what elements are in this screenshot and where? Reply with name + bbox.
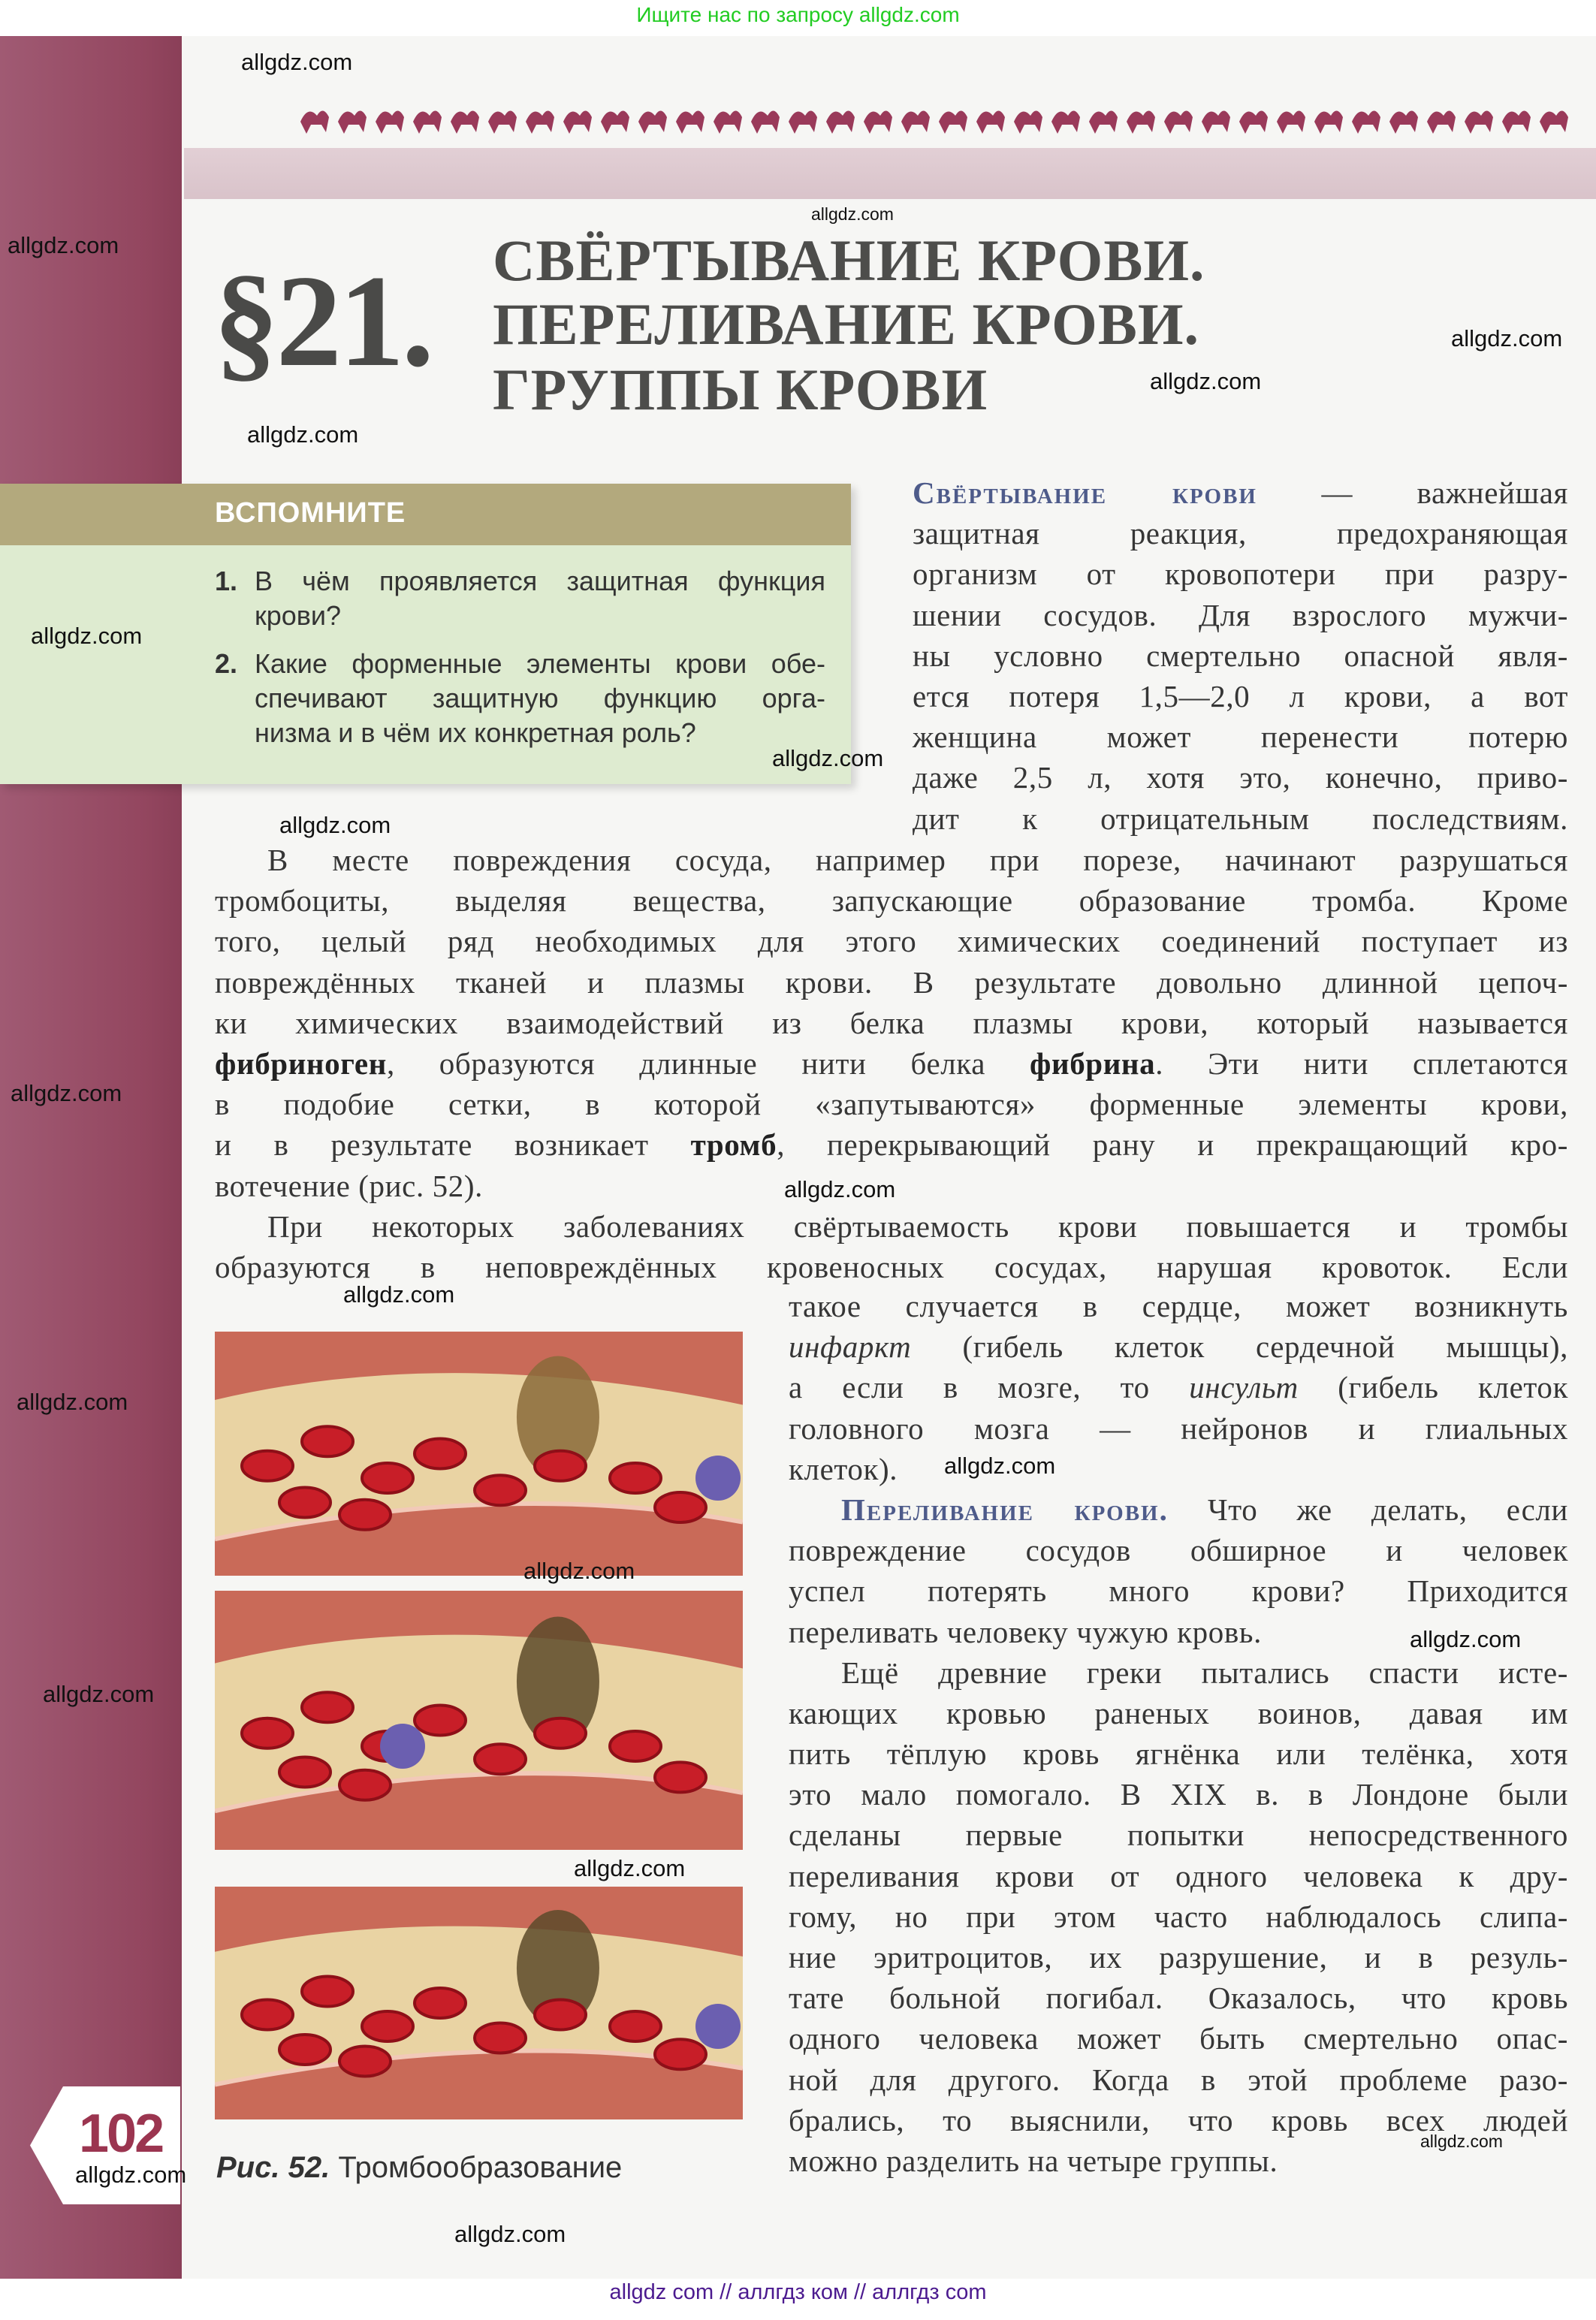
title-line-3: ГРУППЫ КРОВИ <box>493 357 988 422</box>
animal-silhouette-icon <box>488 110 517 134</box>
red-blood-cell <box>475 1744 526 1774</box>
animal-silhouette-icon <box>1465 110 1493 134</box>
red-blood-cell <box>535 1718 586 1748</box>
text-run: брались, то выяснили, что кровь всех людей <box>789 2102 1568 2137</box>
red-blood-cell <box>302 1977 353 2007</box>
text-line <box>789 1326 1568 1367</box>
question-line: крови? <box>255 600 342 631</box>
text-run: образуются в неповреждённых кровеносных сосудах, нарушая кровоток. Если <box>215 1249 1568 1284</box>
question-line: В чём проявляется защитная функция <box>255 566 825 596</box>
remember-header <box>0 484 851 545</box>
paragraph-number: §21. <box>213 248 432 394</box>
text-run: успел потерять много крови? Приходится <box>789 1573 1568 1609</box>
text-line <box>789 1774 1568 1815</box>
animal-silhouette-icon <box>751 110 780 134</box>
animal-silhouette-icon <box>1502 110 1531 134</box>
watermark: allgdz.com <box>75 2162 187 2188</box>
text-line <box>789 1286 1568 1326</box>
text-run: При некоторых заболеваниях свёртываемость крови повышается и тромбы <box>267 1208 1568 1244</box>
text-line <box>913 554 1568 594</box>
watermark: allgdz.com <box>8 232 119 258</box>
question-2-text <box>255 647 825 750</box>
text-line <box>789 1489 1568 1530</box>
watermark: allgdz.com <box>1451 325 1563 351</box>
intro-text <box>913 472 1568 839</box>
text-line <box>215 921 1568 961</box>
red-blood-cell <box>415 1439 466 1469</box>
section-subheading: Свёртывание крови <box>913 475 1257 510</box>
red-blood-cell <box>655 1762 706 1792</box>
watermark: allgdz.com <box>1150 368 1262 394</box>
text-run: одного человека может быть смертельно опас- <box>789 2021 1568 2056</box>
text-line <box>789 1530 1568 1570</box>
title-line-2: ПЕРЕЛИВАНИЕ КРОВИ. <box>493 291 1200 357</box>
figure-panel-2 <box>215 1591 743 1850</box>
question-line: спечивают защитную функцию орга- <box>255 683 825 713</box>
text-run: и в результате возникает <box>215 1127 691 1163</box>
text-line <box>789 1937 1568 1978</box>
text-line <box>215 1084 1568 1124</box>
animal-silhouette-icon <box>1239 110 1268 134</box>
text-line <box>215 962 1568 1003</box>
text-run: сделаны первые попытки непосредственного <box>789 1818 1568 1853</box>
watermark: allgdz.com <box>343 1281 455 1308</box>
figure-panel-1 <box>215 1332 743 1576</box>
red-blood-cell <box>279 1488 330 1518</box>
body-text <box>215 840 1568 1287</box>
question-1-text <box>255 564 825 633</box>
text-run: кающих кровью раненых воинов, давая им <box>789 1695 1568 1730</box>
figure-panel-3 <box>215 1887 743 2119</box>
text-run: переливания крови от одного человека к дру- <box>789 1858 1568 1893</box>
figure-caption <box>216 2151 622 2185</box>
term-italic: инфаркт <box>789 1329 912 1365</box>
red-blood-cell <box>535 1451 586 1481</box>
watermark: allgdz.com <box>17 1389 128 1415</box>
text-line <box>789 1449 1568 1489</box>
text-line <box>789 1693 1568 1733</box>
text-line <box>215 1003 1568 1043</box>
watermark: allgdz.com <box>523 1558 635 1584</box>
figure-caption-text: Тромбообразование <box>338 2151 623 2184</box>
text-line <box>913 717 1568 757</box>
animal-silhouette-icon <box>939 110 967 134</box>
text-line <box>215 1124 1568 1165</box>
animal-silhouette-icon <box>789 110 817 134</box>
text-line <box>789 1978 1568 2018</box>
red-blood-cell <box>339 2047 391 2077</box>
text-run: — важнейшая <box>1257 475 1568 510</box>
text-line <box>789 1408 1568 1449</box>
text-run: . Эти нити сплетаются <box>1155 1045 1568 1081</box>
term-italic: инсульт <box>1189 1370 1299 1405</box>
red-blood-cell <box>279 2035 330 2065</box>
text-run: шении сосудов. Для взрослого мужчи- <box>913 597 1568 632</box>
term-bold: тромб <box>690 1127 777 1163</box>
term-bold: фибрина <box>1030 1045 1156 1081</box>
animal-silhouette-icon <box>338 110 367 134</box>
question-number: 1. <box>215 566 238 596</box>
watermark: allgdz.com <box>944 1453 1056 1479</box>
text-line <box>789 1367 1568 1407</box>
animal-silhouette-icon <box>976 110 1005 134</box>
text-run: в подобие сетки, в которой «запутываются» форменные элементы крови, <box>215 1087 1568 1122</box>
text-run: тромбоциты, выделяя вещества, запускающие образование тромба. Кроме <box>215 883 1568 919</box>
animal-silhouette-icon <box>826 110 855 134</box>
text-run: это мало помогало. В XIX в. в Лондоне были <box>789 1777 1568 1812</box>
animal-silhouette-icon <box>376 110 404 134</box>
white-blood-cell <box>695 1456 741 1501</box>
watermark: allgdz.com <box>241 49 353 75</box>
header-band <box>184 148 1596 199</box>
text-line <box>215 840 1568 880</box>
watermark: allgdz.com <box>574 1855 686 1881</box>
page-number: 102 <box>79 2104 163 2164</box>
watermark: allgdz.com <box>1410 1626 1522 1652</box>
red-blood-cell <box>242 2000 293 2030</box>
red-blood-cell <box>362 1463 413 1493</box>
text-line <box>215 880 1568 921</box>
text-line <box>789 1652 1568 1693</box>
text-line <box>913 472 1568 513</box>
red-blood-cell <box>242 1451 293 1481</box>
text-run: ется потеря 1,5—2,0 л крови, а вот <box>913 678 1568 713</box>
animal-silhouette-icon <box>563 110 592 134</box>
text-line <box>913 757 1568 798</box>
animal-silhouette-icon <box>1540 110 1568 134</box>
text-line <box>789 1733 1568 1774</box>
red-blood-cell <box>302 1692 353 1722</box>
text-run: (гибель клеток <box>1298 1370 1568 1405</box>
text-run: , перекрывающий рану и прекращающий кро- <box>777 1127 1568 1163</box>
text-run: ной для другого. Когда в этой проблеме разо- <box>789 2062 1568 2097</box>
red-blood-cell <box>415 1988 466 2018</box>
question-line: Какие форменные элементы крови обе- <box>255 648 825 679</box>
watermark: allgdz.com <box>772 745 884 771</box>
text-run: Ещё древние греки пытались спасти исте- <box>841 1655 1568 1690</box>
red-blood-cell <box>610 1731 661 1761</box>
text-run: головного мозга — нейронов и глиальных <box>789 1410 1568 1446</box>
term-bold: фибриноген <box>215 1045 387 1081</box>
top-note: Ищите нас по запросу allgdz.com <box>636 3 960 26</box>
text-line <box>789 1815 1568 1855</box>
margin-strip <box>0 36 182 2279</box>
text-run: (гибель клеток сердечной мышцы), <box>911 1329 1568 1365</box>
animal-frieze-ornament <box>297 99 1581 135</box>
text-run: гому, но при этом часто наблюдалось слипа- <box>789 1899 1568 1934</box>
red-blood-cell <box>362 2011 413 2041</box>
text-run: вотечение (рис. 52). <box>215 1168 483 1203</box>
text-run: пить тёплую кровь ягнёнка или телёнка, хотя <box>789 1736 1568 1772</box>
watermark: allgdz.com <box>784 1176 896 1202</box>
animal-silhouette-icon <box>676 110 704 134</box>
red-blood-cell <box>610 2011 661 2041</box>
red-blood-cell <box>535 2000 586 2030</box>
animal-silhouette-icon <box>1089 110 1118 134</box>
text-line <box>789 1896 1568 1937</box>
text-run: повреждённых тканей и плазмы крови. В результате довольно длинной цепоч- <box>215 964 1568 1000</box>
white-blood-cell <box>380 1724 425 1769</box>
question-1 <box>215 564 237 599</box>
animal-silhouette-icon <box>300 110 329 134</box>
text-run: даже 2,5 л, хотя это, конечно, приво- <box>913 760 1568 795</box>
red-blood-cell <box>279 1757 330 1788</box>
red-blood-cell <box>475 1475 526 1505</box>
animal-silhouette-icon <box>1352 110 1380 134</box>
red-blood-cell <box>242 1718 293 1748</box>
text-run: того, целый ряд необходимых для этого химических соединений поступает из <box>215 924 1568 959</box>
red-blood-cell <box>655 1492 706 1522</box>
title-line-1: СВЁРТЫВАНИЕ КРОВИ. <box>493 228 1205 293</box>
side-text <box>789 1286 1568 2181</box>
text-line <box>215 1206 1568 1247</box>
remember-heading: ВСПОМНИТЕ <box>215 497 406 529</box>
text-run: клеток). <box>789 1451 898 1486</box>
watermark: allgdz.com <box>811 204 894 224</box>
text-line <box>215 1043 1568 1084</box>
animal-silhouette-icon <box>1427 110 1456 134</box>
text-run: женщина может перенести потерю <box>913 720 1568 755</box>
bottom-note: allgdz com // аллгдз ком // аллгдз com <box>609 2280 987 2304</box>
animal-silhouette-icon <box>526 110 554 134</box>
animal-silhouette-icon <box>1314 110 1343 134</box>
red-blood-cell <box>339 1770 391 1800</box>
watermark: allgdz.com <box>1420 2131 1503 2151</box>
watermark: allgdz.com <box>31 623 143 649</box>
text-run: ки химических взаимодействий из белка плазмы крови, который называется <box>215 1005 1568 1040</box>
text-line <box>913 635 1568 676</box>
text-line <box>913 513 1568 554</box>
text-line <box>913 798 1568 839</box>
text-run: , образуются длинные нити белка <box>386 1045 1030 1081</box>
text-run: можно разделить на четыре группы. <box>789 2143 1278 2178</box>
text-run: ние эритроцитов, их разрушение, и в резуль- <box>789 1940 1568 1975</box>
animal-silhouette-icon <box>714 110 742 134</box>
red-blood-cell <box>610 1463 661 1493</box>
question-2 <box>215 647 237 681</box>
text-run: такое случается в сердце, может возникнуть <box>789 1289 1568 1323</box>
text-run: переливать человеку чужую кровь. <box>789 1614 1262 1649</box>
text-line <box>913 676 1568 717</box>
text-line <box>789 2059 1568 2100</box>
red-blood-cell <box>655 2039 706 2069</box>
animal-silhouette-icon <box>601 110 629 134</box>
animal-silhouette-icon <box>1014 110 1042 134</box>
animal-silhouette-icon <box>1164 110 1193 134</box>
watermark: allgdz.com <box>454 2221 566 2247</box>
text-run: Что же делать, если <box>1168 1492 1568 1527</box>
watermark: allgdz.com <box>11 1080 122 1106</box>
animal-silhouette-icon <box>451 110 479 134</box>
animal-silhouette-icon <box>864 110 892 134</box>
text-run: ны условно смертельно опасной явля- <box>913 638 1568 673</box>
watermark: allgdz.com <box>43 1681 155 1707</box>
text-run: повреждение сосудов обширное и человек <box>789 1533 1568 1568</box>
text-run: защитная реакция, предохраняющая <box>913 516 1568 551</box>
text-line <box>789 1856 1568 1896</box>
animal-silhouette-icon <box>1127 110 1155 134</box>
question-number: 2. <box>215 648 238 679</box>
text-line <box>789 1570 1568 1611</box>
animal-silhouette-icon <box>638 110 667 134</box>
watermark: allgdz.com <box>247 421 359 448</box>
text-line <box>913 595 1568 635</box>
animal-silhouette-icon <box>1202 110 1230 134</box>
red-blood-cell <box>302 1426 353 1456</box>
red-blood-cell <box>475 2023 526 2053</box>
animal-silhouette-icon <box>901 110 930 134</box>
animal-silhouette-icon <box>413 110 442 134</box>
text-run: тате больной погибал. Оказалось, что кровь <box>789 1981 1568 2016</box>
text-run: дит к отрицательным последствиям. <box>913 801 1568 836</box>
animal-silhouette-icon <box>1051 110 1080 134</box>
text-line <box>789 2018 1568 2059</box>
question-line: низма и в чём их конкретная роль? <box>255 717 696 748</box>
text-run: В месте повреждения сосуда, например при порезе, начинают разрушаться <box>267 843 1568 877</box>
figure-label: Рис. 52. <box>216 2151 330 2184</box>
animal-silhouette-icon <box>1389 110 1418 134</box>
red-blood-cell <box>415 1706 466 1736</box>
red-blood-cell <box>339 1500 391 1530</box>
section-subheading: Переливание крови. <box>841 1492 1169 1527</box>
text-run: а если в мозге, то <box>789 1370 1190 1405</box>
animal-silhouette-icon <box>1277 110 1305 134</box>
white-blood-cell <box>695 2004 741 2049</box>
text-run: организм от кровопотери при разру- <box>913 557 1568 592</box>
watermark: allgdz.com <box>279 812 391 838</box>
